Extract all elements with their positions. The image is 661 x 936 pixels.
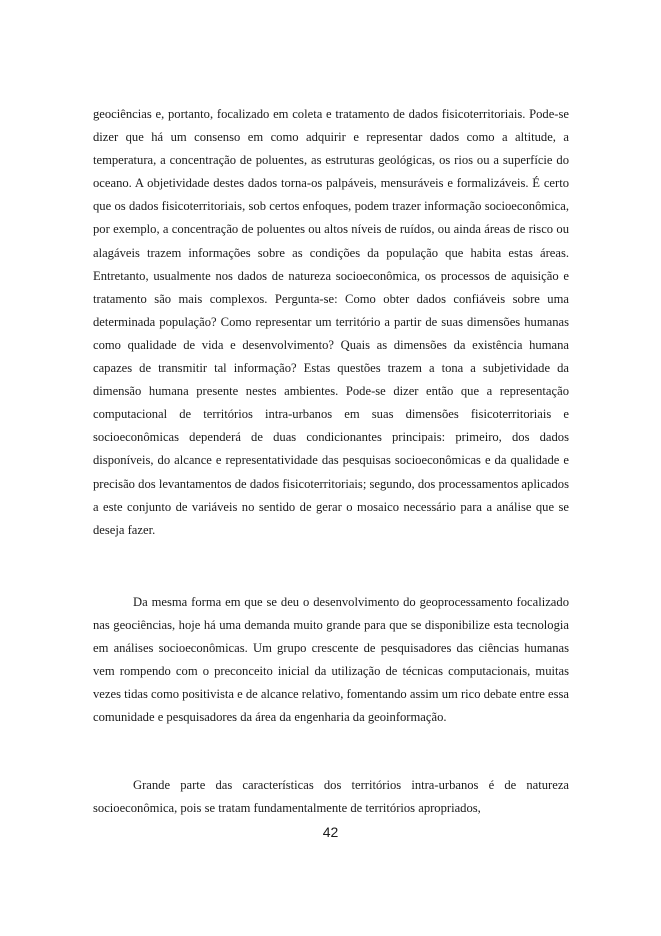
paragraph-1: geociências e, portanto, focalizado em coleta e tratamento de dados fisicoterritoriais. Pode-se dizer que há um consenso em como adquirir e representar dados como a altitude, a temperatura, a concentração de poluentes, as estruturas geológicas, os rios ou a superfície do oceano. A objetividade destes dados torna-os palpáveis, mensuráveis e formalizáveis. É certo que os dados fisicoterritoriais, sob certos enfoques, podem trazer informação socioeconômica, por exemplo, a concentração de poluentes ou altos níveis de ruídos, ou ainda áreas de risco ou alagáveis trazem informações sobre as condições da população que habita estas áreas. Entretanto, usualmente nos dados de natureza socioeconômica, os processos de aquisição e tratamento são mais complexos. Pergunta-se: Como obter dados confiáveis sobre uma determinada população? Como representar um território a partir de suas dimensões humanas como qualidade de vida e desenvolvimento? Quais as dimensões da existência humana capazes de transmitir tal informação? Estas questões trazem a tona a subjetividade da dimensão humana presente nestes ambientes. Pode-se dizer então que a representação computacional de territórios intra-urbanos em suas dimensões fisicoterritoriais e socioeconômicas dependerá de duas condicionantes principais: primeiro, dos dados disponíveis, do alcance e representatividade das pesquisas socioeconômicas e da qualidade e precisão dos levantamentos de dados fisicoterritoriais; segundo, dos processamentos aplicados a este conjunto de variáveis no sentido de gerar o mosaico necessário para a análise que se deseja fazer.: [93, 107, 569, 537]
page-number: 42: [322, 824, 339, 840]
paragraph-3: Grande parte das características dos territórios intra-urbanos é de natureza socioeconômica, pois se tratam fundamentalmente de territórios apropriados,: [93, 778, 569, 816]
paragraph-2: Da mesma forma em que se deu o desenvolvimento do geoprocessamento focalizado nas geociências, hoje há uma demanda muito grande para que se disponibilize esta tecnologia em análises socioeconômicas. Um grupo crescente de pesquisadores das ciências humanas vem rompendo com o preconceito inicial da utilização de técnicas computacionais, muitas vezes tidas como positivista e de alcance relativo, fomentando assim um rico debate entre essa comunidade e pesquisadores da área da engenharia da geoinformação.: [93, 595, 569, 725]
